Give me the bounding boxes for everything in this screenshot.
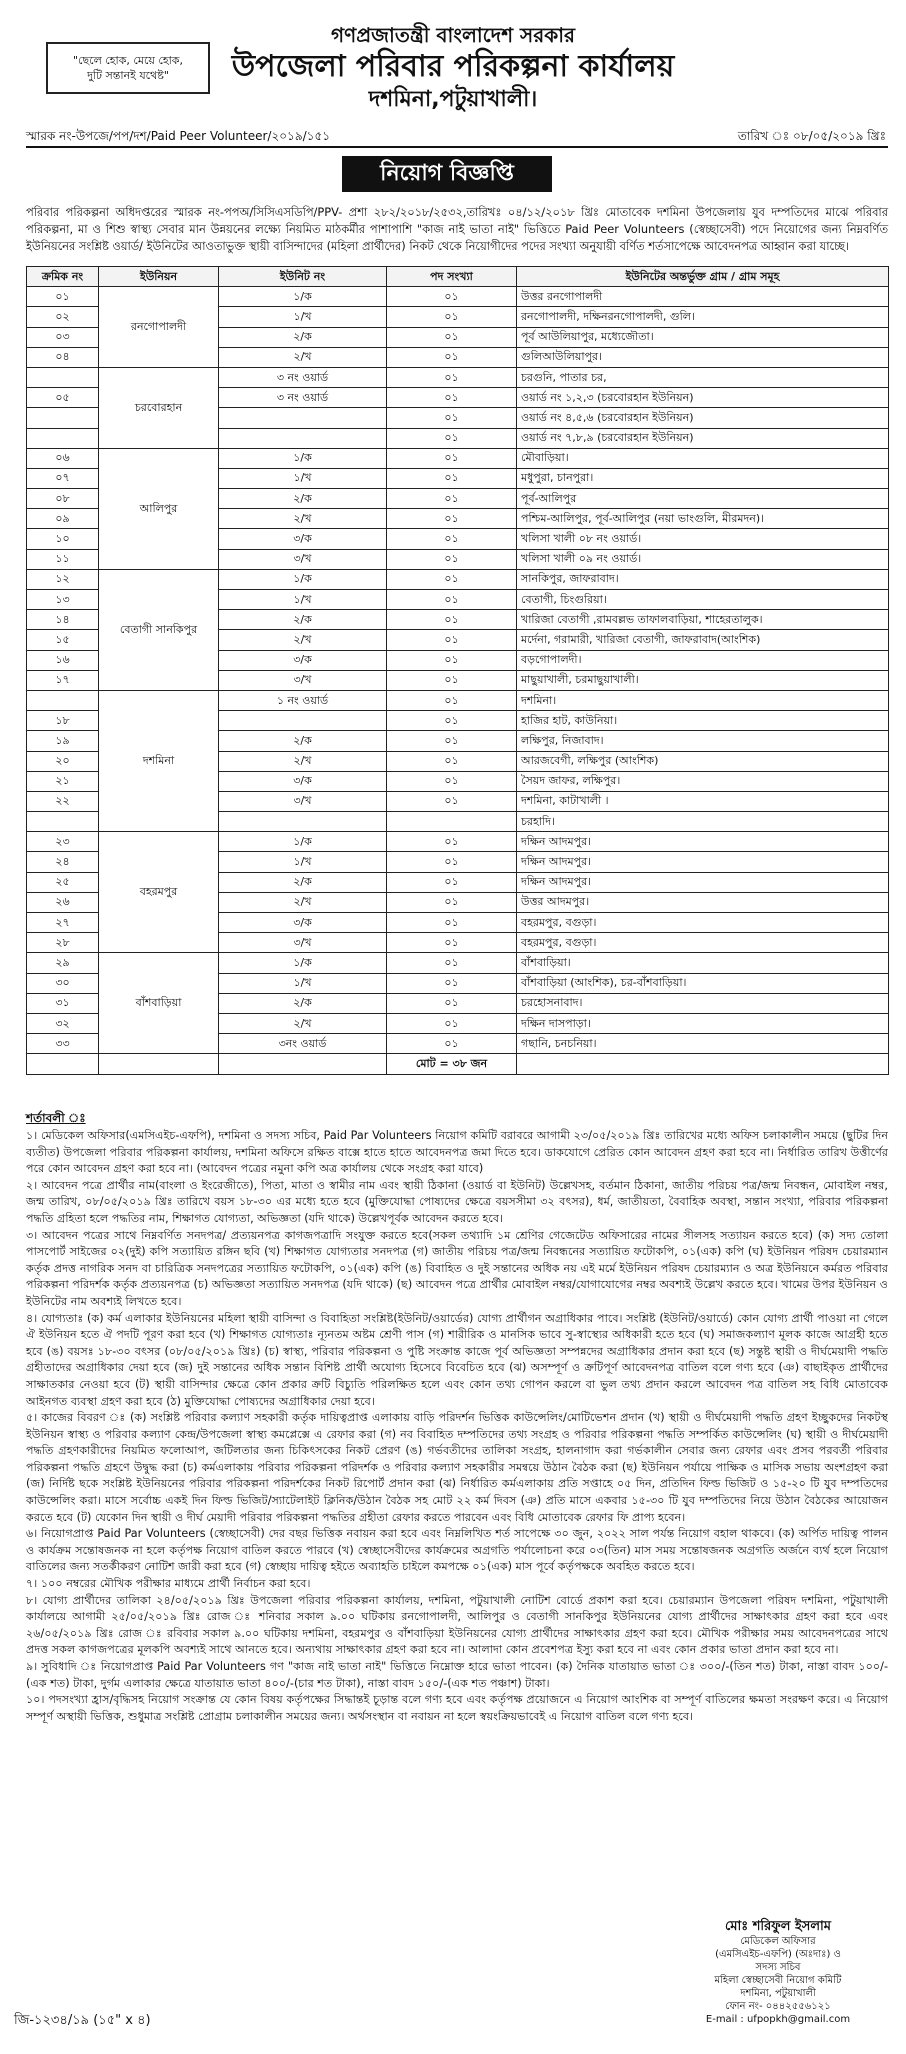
villages-cell: পূর্ব-আলিপুর	[517, 489, 889, 509]
villages-cell: পশ্চিম-আলিপুর, পূর্ব-আলিপুর (নয়া ভাংগুলি, মীরমদন)।	[517, 509, 889, 529]
villages-cell: বেতাগী, চিংগুরিয়া।	[517, 590, 889, 610]
unit-cell: ৩/ক	[219, 529, 387, 549]
villages-cell: খলিসা খালী ০৯ নং ওয়ার্ড।	[517, 549, 889, 569]
unit-cell: ২/খ	[219, 509, 387, 529]
posts-cell: ০১	[387, 933, 517, 953]
signature-block	[668, 1918, 888, 2026]
posts-cell: ০১	[387, 307, 517, 327]
header-posts: পদ সংখ্যা	[387, 267, 517, 287]
unit-cell	[219, 812, 387, 832]
table-row	[27, 690, 889, 710]
villages-cell: চরহাদি।	[517, 812, 889, 832]
serial-cell	[27, 367, 99, 387]
serial-cell: ০৬	[27, 448, 99, 468]
print-code: জি-১২৩৪/১৯ (১৫" x ৪)	[14, 2013, 151, 2028]
posts-cell: ০১	[387, 347, 517, 367]
posts-cell: ০১	[387, 448, 517, 468]
header-union: ইউনিয়ন	[99, 267, 219, 287]
unit-cell: ২/ক	[219, 731, 387, 751]
posts-cell	[387, 812, 517, 832]
villages-cell: ওয়ার্ড নং ৭,৮,৯ (চরবোরহান ইউনিয়ন)	[517, 428, 889, 448]
posts-cell: ০১	[387, 529, 517, 549]
unit-cell	[219, 711, 387, 731]
unit-cell: ২/ক	[219, 872, 387, 892]
serial-cell: ২১	[27, 771, 99, 791]
villages-cell: উত্তর রনগোপালদী	[517, 287, 889, 307]
table-row	[27, 569, 889, 589]
unit-cell: ৩/ক	[219, 913, 387, 933]
header-unit: ইউনিট নং	[219, 267, 387, 287]
villages-cell: দশমিনা, কাটাখালী ।	[517, 791, 889, 811]
serial-cell: ০১	[27, 287, 99, 307]
notice-date: তারিখ ঃ ০৮/০৫/২০১৯ খ্রিঃ	[737, 129, 886, 143]
unit-cell: ২/খ	[219, 751, 387, 771]
header-serial: ক্রমিক নং	[27, 267, 99, 287]
villages-cell: খারিজা বেতাগী ,রামবল্লভ তাফালবাড়িয়া, শাহেরতালুক।	[517, 610, 889, 630]
serial-cell: ১২	[27, 569, 99, 589]
unit-cell: ২/ক	[219, 610, 387, 630]
unit-cell: ৩/ক	[219, 771, 387, 791]
serial-cell: ১৫	[27, 630, 99, 650]
union-cell: আলিপুর	[99, 448, 219, 569]
empty-cell	[517, 1054, 889, 1074]
table-header-row	[27, 267, 889, 287]
villages-cell: মধুপুরা, চানপুরা।	[517, 468, 889, 488]
posts-cell: ০১	[387, 367, 517, 387]
posts-cell: ০১	[387, 993, 517, 1013]
serial-cell: ১৬	[27, 650, 99, 670]
term-item: ৬। নিয়োগপ্রাপ্ত Paid Par Volunteers (স্বেচ্ছাসেবী) দের বছর ভিত্তিক নবায়ন করা হবে এবং নিম্নলিখিত শর্ত সাপেক্ষে ৩০ জুন, ২০২২ সাল পর্যন্ত নিয়োগ বহাল থাকবে। (ক) অর্পিত দায়িত্ব পালন ও কার্যক্রম সন্তোষজনক না হলে কর্তৃপক্ষ নিয়োগ বাতিল করতে পারবে (খ) স্বেচ্ছাসেবীদের কার্যক্রমের অগ্রগতি পর্যালোচনা করে ০৩(তিন) মাস সময় সন্তোষজনক অগ্রগতি অর্জনে ব্যর্থ হলে নিয়োগ বাতিলের জন্য সতর্কীকরণ নোটিশ জারী করা হবে (গ) স্বেচ্ছায় দায়িত্ব হইতে অব্যাহতি চাইলে কমপক্ষে ০১(এক) মাস পূর্বে কর্তৃপক্ষকে অবহিত করতে হবে।	[26, 1527, 888, 1574]
union-cell: বহরমপুর	[99, 832, 219, 953]
villages-cell: দক্ষিন আদমপুর।	[517, 852, 889, 872]
signature-line: সদস্য সচিব	[755, 1962, 801, 1973]
villages-cell: দক্ষিন আদমপুর।	[517, 832, 889, 852]
unit-cell: ২/খ	[219, 347, 387, 367]
unit-cell: ৩/খ	[219, 791, 387, 811]
serial-cell: ০৯	[27, 509, 99, 529]
serial-cell	[27, 408, 99, 428]
unit-cell: ১/ক	[219, 287, 387, 307]
unit-cell: ৩ নং ওয়ার্ড	[219, 367, 387, 387]
villages-cell: সানকিপুর, জাফরাবাদ।	[517, 569, 889, 589]
serial-cell: ১৩	[27, 590, 99, 610]
unit-cell: ১/খ	[219, 973, 387, 993]
villages-cell: দক্ষিন দাসপাড়া।	[517, 1013, 889, 1033]
unit-cell: ১/ক	[219, 448, 387, 468]
posts-cell: ০১	[387, 832, 517, 852]
government-name: গণপ্রজাতন্ত্রী বাংলাদেশ সরকার	[331, 23, 575, 47]
signature-line: দশমিনা, পটুয়াখালী	[740, 1988, 816, 1999]
villages-cell: বহরমপুর, বগুড়া।	[517, 913, 889, 933]
serial-cell: ২৩	[27, 832, 99, 852]
villages-cell: উত্তর আদমপুর।	[517, 892, 889, 912]
empty-cell	[99, 1054, 219, 1074]
notice-title: নিয়োগ বিজ্ঞপ্তি	[342, 156, 552, 192]
serial-cell: ১৯	[27, 731, 99, 751]
villages-cell: ওয়ার্ড নং ৪,৫,৬ (চরবোরহান ইউনিয়ন)	[517, 408, 889, 428]
posts-cell: ০১	[387, 549, 517, 569]
term-item: ৯। সুবিধাদি ঃ নিয়োগপ্রাপ্ত Paid Par Volunteers গণ "কাজ নাই ভাতা নাই" ভিত্তিতে নিম্নোক্ত হারে ভাতা পাবেন। (ক) দৈনিক যাতায়াত ভাতা ঃ ৩০০/-(তিন শত) টাকা, নাস্তা বাবদ ১০০/-(এক শত) টাকা, দুর্গম এলাকার ক্ষেত্রে যাতায়াত ভাতা ৪০০/-(চার শত টাকা), নাস্তা বাবদ ১৫০/-(এক শত পঞ্চাশ) টাকা।	[26, 1660, 888, 1690]
unit-cell: ১/খ	[219, 307, 387, 327]
posts-cell: ০১	[387, 408, 517, 428]
serial-cell: ০৪	[27, 347, 99, 367]
serial-cell: ১৪	[27, 610, 99, 630]
villages-cell: মর্দেনা, গরামারী, খারিজা বেতাগী, জাফরাবাদ(আংশিক)	[517, 630, 889, 650]
posts-cell: ০১	[387, 388, 517, 408]
empty-cell	[27, 1054, 99, 1074]
office-header	[8, 22, 898, 114]
posts-cell: ০১	[387, 468, 517, 488]
villages-cell: দশমিনা।	[517, 690, 889, 710]
villages-cell: বাঁশবাড়িয়া।	[517, 953, 889, 973]
unit-cell: ২/খ	[219, 630, 387, 650]
posts-cell: ০১	[387, 650, 517, 670]
serial-cell: ২০	[27, 751, 99, 771]
office-location: দশমিনা,পটুয়াখালী।	[368, 87, 538, 112]
signer-name: মোঃ শরিফুল ইসলাম	[724, 1919, 832, 1934]
villages-cell: খলিসা খালী ০৮ নং ওয়ার্ড।	[517, 529, 889, 549]
villages-cell: চরগুনি, পাতার চর,	[517, 367, 889, 387]
unit-cell	[219, 428, 387, 448]
posts-cell: ০১	[387, 287, 517, 307]
serial-cell: ৩৩	[27, 1034, 99, 1054]
villages-cell: বাঁশবাড়িয়া (আংশিক), চর-বাঁশবাড়িয়া।	[517, 973, 889, 993]
signature-line: মহিলা স্বেচ্ছাসেবী নিয়োগ কমিটি	[714, 1975, 842, 1986]
union-cell: চরবোরহান	[99, 367, 219, 448]
signature-line: (এমসিএইচ-এফপি) (অঃদাঃ) ও	[715, 1949, 841, 1960]
term-item: ১০। পদসংখ্যা হ্রাস/বৃদ্ধিসহ নিয়োগ সংক্রান্ত যে কোন বিষয় কর্তৃপক্ষের সিদ্ধান্তই চূড়ান্ত বলে গণ্য হবে এবং কর্তৃপক্ষ প্রয়োজনে এ নিয়োগ আংশিক বা সম্পূর্ণ বাতিলের ক্ষমতা সংরক্ষণ করে। এ নিয়োগ সম্পূর্ণ অস্থায়ী ভিত্তিক, শুধুমাত্র সংশ্লিষ্ট প্রোগ্রাম চলাকালীন সময়ের জন্য। অর্থসংস্থান বা নবায়ন না হলে স্বয়ংক্রিয়ভাবেই এ নিয়োগ বাতিল বলে গণ্য হবে।	[26, 1693, 888, 1723]
posts-table	[26, 266, 889, 1075]
villages-cell: হাজির হাট, কাউনিয়া।	[517, 711, 889, 731]
empty-cell	[219, 1054, 387, 1074]
villages-cell: গুলিআউলিয়াপুর।	[517, 347, 889, 367]
term-item: ৫। কাজের বিবরণ ঃ (ক) সংশ্লিষ্ট পরিবার কল্যাণ সহকারী কর্তৃক দায়িত্বপ্রাপ্ত এলাকায় বাড়ি পরিদর্শন ভিত্তিক কাউন্সেলিং/মোটিভেশন প্রদান (খ) স্থায়ী ও দীর্ঘমেয়াদী পদ্ধতি গ্রহণ ইচ্ছুকদের নিকটস্থ ইউনিয়ন স্বাস্থ্য ও পরিবার কল্যাণ কেন্দ্র/উপজেলা স্বাস্থ্য কমপ্লেক্সে এ রেফার করা (গ) নব বিবাহিত দম্পতিদের তথ্য সংগ্রহ ও পরিবার পরিকল্পনা পদ্ধতি সম্পর্কিত কাউন্সেলিং (ঘ) স্থায়ী ও দীর্ঘমেয়াদী পদ্ধতি গ্রহণকারীদের নিয়মিত ফলোআপ, জটিলতার জন্য চিকিৎসকের নিকট প্রেরণ (ঙ) গর্ভবতীদের তালিকা সংগ্রহ, হালনাগাদ করা গর্ভকালীন সেবার জন্য রেফার এবং প্রসব পরবর্তী পরিবার পরিকল্পনা পদ্ধতি গ্রহণে উদ্বুদ্ধ করা (চ) কর্মএলাকায় পরিবার পরিকল্পনা পরিদর্শক ও পরিবার কল্যাণ সহকারীর সমন্বয়ে উঠান বৈঠক করা (ছ) ইউনিয়ন পর্যায়ে পাক্ষিক ও মাসিক সভায় অংশগ্রহণ করা (জ) নির্দিষ্ট ছকে সংশ্লিষ্ট ইউনিয়নের পরিবার পরিকল্পনা পরিদর্শকের নিকট রিপোর্ট প্রদান করা (ঝ) নির্ধারিত কর্মএলাকায় প্রতি সপ্তাহে ০৫ দিন, প্রতিদিন ফিল্ড ভিজিট ও ১৫-২০ টি যুব দম্পতিদের কাউন্সেলিং করা। মাসে সর্বোচ্চ একই দিন ফিল্ড ভিজিট/স্যাটেলাইট ক্লিনিক/উঠান বৈঠক সহ মোট ২২ কর্ম দিবস (ঞ) প্রতি মাসে একবার ১৫-৩০ টি যুব দম্পতিদের নিয়ে উঠান বৈঠকের আয়োজন করতে হবে (ট) যেকোন দিন স্থায়ী ও দীর্ঘ মেয়াদী পরিবার পরিকল্পনা পদ্ধতির গ্রহীতা রেফার করতে পারবেন এবং বিধি মোতাবেক রেফার ফি প্রাপ্য হবেন।	[26, 1411, 888, 1524]
serial-cell	[27, 812, 99, 832]
unit-cell: ১/ক	[219, 953, 387, 973]
table-row	[27, 953, 889, 973]
intro-paragraph: পরিবার পরিকল্পনা অধিদপ্তরের স্মারক নং-পপঅ/সিসিএসডিপি/PPV- প্রশা ২৮২/২০১৮/২৫৩২,তারিখঃ ০৪/১২/২০১৮ খ্রিঃ মোতাবেক দশমিনা উপজেলায় যুব দম্পতিদের মাঝে পরিবার পরিকল্পনা, মা ও শিশু স্বাস্থ্য সেবার মান উন্নয়নের লক্ষ্যে নিয়মিত মাঠকর্মীর পাশাপাশি "কাজ নাই ভাতা নাই" ভিত্তিতে Paid Peer Volunteers (স্বেচ্ছাসেবী) পদে নিয়োগের জন্য নিম্নবর্ণিত ইউনিয়নের সংশ্লিষ্ট ওয়ার্ড/ ইউনিটের আওতাভুক্ত স্থায়ী বাসিন্দাদের (মহিলা প্রার্থীদের) নিকট থেকে নিয়োগীদের পদের সংখ্যা অনুযায়ী বর্ণিত শর্তসাপেক্ষে আবেদনপত্র আহ্বান করা যাচ্ছে।	[26, 205, 888, 253]
serial-cell: ২৯	[27, 953, 99, 973]
serial-cell: ২৪	[27, 852, 99, 872]
unit-cell: ২/খ	[219, 892, 387, 912]
unit-cell: ৩/খ	[219, 549, 387, 569]
posts-cell: ০১	[387, 751, 517, 771]
union-cell: রনগোপালদী	[99, 287, 219, 368]
serial-cell: ১০	[27, 529, 99, 549]
posts-cell: ০১	[387, 590, 517, 610]
serial-cell: ২৭	[27, 913, 99, 933]
term-item: ৭। ১০০ নম্বরের মৌখিক পরীক্ষার মাধ্যমে প্রার্থী নির্বাচন করা হবে।	[26, 1577, 311, 1591]
posts-cell: ০১	[387, 852, 517, 872]
term-item: ১। মেডিকেল অফিসার(এমসিএইচ-এফপি), দশমিনা ও সদস্য সচিব, Paid Par Volunteers নিয়োগ কমিটি বরাবরে আগামী ২৩/০৫/২০১৯ খ্রিঃ তারিখের মধ্যে অফিস চলাকালীন সময়ে (ছুটির দিন ব্যতীত) উপজেলা পরিবার পরিকল্পনা কার্যালয়, দশমিনা অফিসে রক্ষিত বাক্সে হাতে হাতে আবেদনপত্র জমা দিতে হবে। ডাকযোগে প্রেরিত কোন আবেদন গ্রহণ করা হবে না। নির্ধারিত তারিখ উত্তীর্ণের পরে কোন আবেদন গ্রহণ করা হবে না। (আবেদন পত্রের নমুনা কপি অত্র কার্যালয় থেকে সংগ্রহ করা যাবে)	[26, 1129, 888, 1176]
villages-cell: চরহোসনাবাদ।	[517, 993, 889, 1013]
table-row	[27, 448, 889, 468]
unit-cell: ২/ক	[219, 489, 387, 509]
term-item: ৩। আবেদন পত্রের সাথে নিম্নবর্ণিত সনদপত্র/ প্রত্যয়নপত্র কাগজপত্রাদি সংযুক্ত করতে হবে(সকল তথ্যাদি ১ম শ্রেণির গেজেটেড অফিসারের নামের সীলসহ সত্যায়ন করতে হবে) (ক) সদ্য তোলা পাসপোর্ট সাইজের ০২(দুই) কপি সত্যায়িত রঙ্গিন ছবি (খ) শিক্ষাগত যোগ্যতার সনদপত্র (গ) জাতীয় পরিচয় পত্র/জন্ম নিবন্ধনের সত্যায়িত ফটোকপি, ০১(এক) কপি (ঘ) ইউনিয়ন পরিষদ চেয়ারম্যান কর্তৃক প্রদত্ত নাগরিক সনদ বা চারিত্রিক সনদপত্রের সত্যায়িত ফটোকপি, ০১(এক) কপি (ঙ) বিবাহিত ও দুই সন্তানের অধিক নয় এই মর্মে ইউনিয়ন পরিষদ চেয়ারম্যান ও অত্র ইউনিয়নে কর্মরত পরিবার পরিকল্পনা পরিদর্শক কর্তৃক প্রত্যয়নপত্র (চ) অভিজ্ঞতা সত্যায়িত সনদপত্র (যদি থাকে) (ছ) আবেদন পত্রে প্রার্থীর মোবাইল নম্বর/যোগাযোগের নম্বর অবশ্যই উল্লেখ করতে হবে। খামের উপর ইউনিয়ন ও ইউনিটের নাম অবশ্যই লিখতে হবে।	[26, 1228, 888, 1308]
union-cell: বেতাগী সানকিপুর	[99, 569, 219, 690]
posts-cell: ০১	[387, 1013, 517, 1033]
unit-cell: ১/ক	[219, 832, 387, 852]
posts-cell: ০১	[387, 509, 517, 529]
villages-cell: মাছুয়াখালী, চরমাছুয়াখালী।	[517, 670, 889, 690]
posts-cell: ০১	[387, 489, 517, 509]
villages-cell: গছানি, চনচনিয়া।	[517, 1034, 889, 1054]
table-row	[27, 287, 889, 307]
villages-cell: রনগোপালদী, দক্ষিনরনগোপালদী, গুলি।	[517, 307, 889, 327]
villages-cell: দক্ষিন আদমপুর।	[517, 872, 889, 892]
unit-cell: ২/খ	[219, 1013, 387, 1033]
posts-cell: ০১	[387, 771, 517, 791]
signature-line: মেডিকেল অফিসার	[740, 1936, 816, 1947]
unit-cell: ১ নং ওয়ার্ড	[219, 690, 387, 710]
signature-line: E-mail : ufpopkh@gmail.com	[705, 2014, 851, 2025]
unit-cell	[219, 408, 387, 428]
serial-cell: ০৭	[27, 468, 99, 488]
term-item: ৪। যোগ্যতাঃ (ক) কর্ম এলাকার ইউনিয়নের মহিলা স্থায়ী বাসিন্দা ও বিবাহিতা সংশ্লিষ্ট(ইউনিট/ওয়ার্ডের) যোগ্য প্রার্থীগন অগ্রাধিকার পাবে। সংশ্লিষ্ট (ইউনিট/ওয়ার্ডে) কোন যোগ্য প্রার্থী পাওয়া না গেলে ঐ ইউনিয়ন হতে ঐ পদটি পূরণ করা হবে (খ) শিক্ষাগত যোগ্যতাঃ ন্যূনতম অষ্টম শ্রেণী পাস (গ) শারীরিক ও মানসিক ভাবে সু-স্বাস্থ্যের অধিকারী হতে হবে (ঘ) সমাজকল্যাণ মূলক কাজে আগ্রহী হতে হবে (ঙ) বয়সঃ ১৮-৩০ বৎসর (০৮/০৫/২০১৯ খ্রিঃ) (চ) স্বাস্থ্য, পরিবার পরিকল্পনা ও পুষ্টি সংক্রান্ত কাজে পূর্ব অভিজ্ঞতা সম্পন্নদের অগ্রাধিকার প্রদান করা হবে (ছ) সন্তুষ্ট স্থায়ী ও দীর্ঘমেয়াদী পদ্ধতি গ্রহীতাদের অগ্রাধিকার দেয়া হবে (জ) দুই সন্তানের অধিক সন্তান বিশিষ্ট প্রার্থী অযোগ্য হিসেবে বিবেচিত হবে (ঝ) অসম্পূর্ণ ও ক্রটিপূর্ণ আবেদনপত্র বাতিল বলে গণ্য হবে (ঞ) বাছাইকৃত প্রার্থীদের সাক্ষাতকার নেওয়া হবে (ট) স্থায়ী বাসিন্দার ক্ষেত্রে কোন প্রকার ক্রটি বিচ্যুতি পরিলক্ষিত হলে এবং কোন তথ্য গোপন করলে বা ভুল তথ্য প্রদান করলে আবেদন পত্র বাতিল সহ বিধি মোতাবেক আইনগত ব্যবস্থা গ্রহণ করা হবে (ঠ) মুক্তিযোদ্ধা পোষ্যদের অগ্রাধিকার দেয়া হবে।	[26, 1311, 888, 1408]
villages-cell: বহরমপুর, বগুড়া।	[517, 933, 889, 953]
unit-cell: ১/খ	[219, 468, 387, 488]
serial-cell: ০৮	[27, 489, 99, 509]
villages-cell: আরজবেগী, লক্ষিপুর (আংশিক)	[517, 751, 889, 771]
serial-cell: ৩২	[27, 1013, 99, 1033]
unit-cell: ৩/খ	[219, 670, 387, 690]
unit-cell: ২/ক	[219, 327, 387, 347]
serial-cell: ৩০	[27, 973, 99, 993]
serial-cell: ২৬	[27, 892, 99, 912]
unit-cell: ১/খ	[219, 852, 387, 872]
posts-cell: ০১	[387, 327, 517, 347]
serial-cell: ২৮	[27, 933, 99, 953]
unit-cell: ৩/ক	[219, 650, 387, 670]
posts-cell: ০১	[387, 690, 517, 710]
serial-cell	[27, 428, 99, 448]
notice-page	[8, 8, 898, 2038]
posts-cell: ০১	[387, 428, 517, 448]
posts-cell: ০১	[387, 791, 517, 811]
term-item: ২। আবেদন পত্রে প্রার্থীর নাম(বাংলা ও ইংরেজীতে), পিতা, মাতা ও স্বামীর নাম এবং স্থায়ী ঠিকানা (ওয়ার্ড বা ইউনিট) উল্লেখসহ, বর্তমান ঠিকানা, জাতীয় পরিচয় পত্র/জন্ম নিবন্ধন, মোবাইল নম্বর, জন্ম তারিখ, ০৮/০৫/২০১৯ খ্রিঃ তারিখে বয়স ১৮-৩০ এর মধ্যে হতে হবে (মুক্তিযোদ্ধা পোষ্যদের ক্ষেত্রে বয়সসীমা ৩২ বৎসর), ধর্ম, জাতীয়তা, বৈবাহিক অবস্থা, সন্তান সংখ্যা, পরিবার পরিকল্পনা পদ্ধতি গ্রহিতা হলে পদ্ধতির নাম, শিক্ষাগত যোগ্যতা, অভিজ্ঞতা (যদি থাকে) উল্লেখপূর্বক আবেদন করতে হবে।	[26, 1178, 888, 1225]
table-row	[27, 367, 889, 387]
slogan-line-1: "ছেলে হোক, মেয়ে হোক,	[72, 54, 183, 67]
term-item: ৮। যোগ্য প্রার্থীদের তালিকা ২৪/০৫/২০১৯ খ্রিঃ উপজেলা পরিবার পরিকল্পনা কার্যালয়, দশমিনা, পটুয়াখালী নোটিশ বোর্ডে প্রকাশ করা হবে। চেয়ারম্যান উপজেলা পরিষদ দশমিনা, পটুয়াখালী কার্যালয়ে আগামী ২৫/০৫/২০১৯ খ্রিঃ রোজ ঃ শনিবার সকাল ৯.০০ ঘটিকায় রনগোপালদী, আলিপুর ও বেতাগী সানকিপুর ইউনিয়নের যোগ্য প্রার্থীদের সাক্ষাৎকার গ্রহণ করা হবে এবং ২৬/০৫/২০১৯ খ্রিঃ রোজ ঃ রবিবার সকাল ৯.০০ ঘটিকায় দশমিনা, বহরমপুর ও বাঁশবাড়িয়া ইউনিয়নের যোগ্য প্রার্থীদের সাক্ষাৎকার গ্রহণ করা হবে। মৌখিক পরীক্ষার সময় আবেদনপত্রের সাথে প্রদত্ত সকল কাগজপত্রের মূলকপি অবশ্যই সাথে আনতে হবে। অন্যথায় সাক্ষাৎকার গ্রহণ করা হবে না। আলাদা কোন প্রবেশপত্র ইস্যু করা হবে না এবং কোন প্রকার ভাতা প্রদান করা হবে না।	[26, 1593, 888, 1657]
office-name: উপজেলা পরিবার পরিকল্পনা কার্যালয়	[231, 49, 675, 84]
serial-cell: ১৮	[27, 711, 99, 731]
serial-cell: ২২	[27, 791, 99, 811]
serial-cell: ৩১	[27, 993, 99, 1013]
villages-cell: পূর্ব আউলিয়াপুর, মধ্যেজৌতা।	[517, 327, 889, 347]
serial-cell: ০২	[27, 307, 99, 327]
serial-cell: ১৭	[27, 670, 99, 690]
serial-cell: ২৫	[27, 872, 99, 892]
posts-table-body	[27, 287, 889, 1074]
serial-cell: ০৩	[27, 327, 99, 347]
posts-cell: ০১	[387, 610, 517, 630]
union-cell: দশমিনা	[99, 690, 219, 831]
serial-cell: ০৫	[27, 388, 99, 408]
header-villages: ইউনিটের অন্তর্ভুক্ত গ্রাম / গ্রাম সমূহ	[517, 267, 889, 287]
posts-cell: ০১	[387, 711, 517, 731]
union-cell: বাঁশবাড়িয়া	[99, 953, 219, 1054]
villages-cell: মৌবাড়িয়া।	[517, 448, 889, 468]
table-row	[27, 832, 889, 852]
posts-cell: ০১	[387, 913, 517, 933]
memo-number: স্মারক নং-উপজে/পপ/দশ/Paid Peer Volunteer/২০১৯/১৫১	[26, 129, 331, 143]
posts-cell: ০১	[387, 953, 517, 973]
posts-cell: ০১	[387, 872, 517, 892]
terms-heading: শর্তাবলী ঃ	[26, 1111, 86, 1125]
posts-cell: ০১	[387, 569, 517, 589]
serial-cell: ১১	[27, 549, 99, 569]
unit-cell: ১/ক	[219, 569, 387, 589]
signature-line: ফোন নং- ০৪৪২৫৫৬১২১	[725, 2001, 831, 2012]
posts-cell: ০১	[387, 973, 517, 993]
unit-cell: ৩নং ওয়ার্ড	[219, 1034, 387, 1054]
unit-cell: ২/ক	[219, 993, 387, 1013]
villages-cell: ওয়ার্ড নং ১,২,৩ (চরবোরহান ইউনিয়ন)	[517, 388, 889, 408]
unit-cell: ৩/খ	[219, 933, 387, 953]
villages-cell: সৈয়দ জাফর, লক্ষিপুর।	[517, 771, 889, 791]
posts-cell: ০১	[387, 892, 517, 912]
posts-cell: ০১	[387, 1034, 517, 1054]
header-divider	[26, 146, 888, 148]
posts-cell: ০১	[387, 630, 517, 650]
unit-cell: ৩ নং ওয়ার্ড	[219, 388, 387, 408]
total-posts: মোট = ৩৮ জন	[387, 1054, 517, 1074]
unit-cell: ১/খ	[219, 590, 387, 610]
posts-cell: ০১	[387, 731, 517, 751]
serial-cell	[27, 690, 99, 710]
posts-cell: ০১	[387, 670, 517, 690]
villages-cell: লক্ষিপুর, নিজাবাদ।	[517, 731, 889, 751]
slogan-line-2: দুটি সন্তানই যথেষ্ট"	[87, 69, 169, 82]
terms-list	[26, 1128, 888, 1725]
table-total-row	[27, 1054, 889, 1074]
villages-cell: বড়গোপালদী।	[517, 650, 889, 670]
